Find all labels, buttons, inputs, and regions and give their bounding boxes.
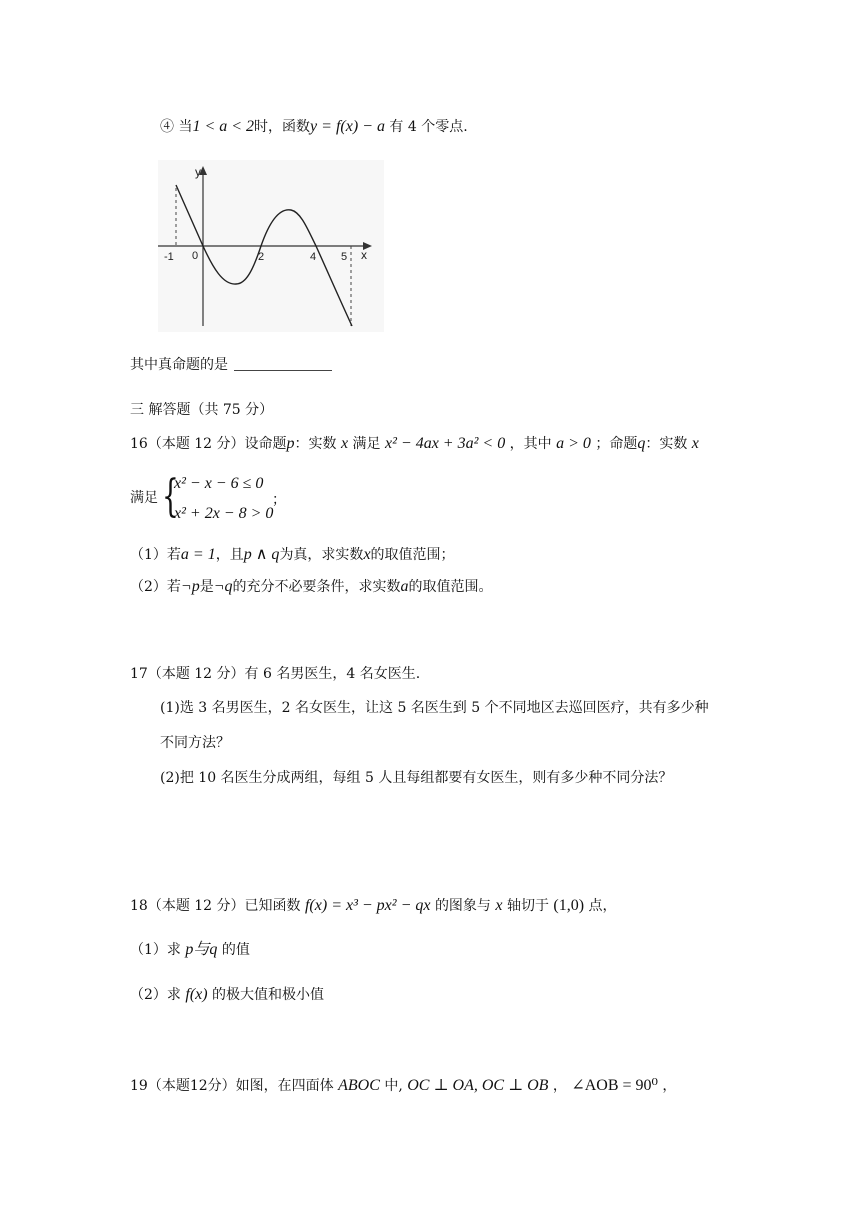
q17-part1a: (1)选 3 名男医生，2 名女医生，让这 5 名医生到 5 个不同地区去巡回医疗，共有多少种 xyxy=(160,700,709,716)
y-axis-label: y xyxy=(195,165,201,179)
q16-inequality: x² − 4ax + 3a² < 0 xyxy=(385,435,506,452)
condition-math: 1 < a < 2 xyxy=(192,118,255,135)
tick-label-4: 4 xyxy=(310,251,317,263)
q17-line1: 17（本题 12 分）有 6 名男医生，4 名女医生. xyxy=(130,666,421,682)
q17-part2: (2)把 10 名医生分成两组，每组 5 人且每组都要有女医生，则有多少种不同分法？ xyxy=(160,770,673,786)
brace-icon: { xyxy=(162,471,179,522)
statement-4: ④ 当1 < a < 2时，函数y = f(x) − a 有 4 个零点. xyxy=(160,118,468,135)
function-math: y = f(x) − a xyxy=(310,118,385,135)
tick-label-5: 5 xyxy=(341,251,348,263)
q19-line1: 19（本题12分）如图，在四面体 ABOC 中, OC ⊥ OA, OC ⊥ OB ， ∠AOB = 90⁰ ， xyxy=(130,1077,677,1094)
q16-system-eq2: x² + 2x − 8 > 0 xyxy=(174,505,274,522)
q18-part2: （2）求 f(x) 的极大值和极小值 xyxy=(130,986,325,1003)
tick-label-neg1: -1 xyxy=(164,251,174,263)
q16-line1: 16（本题 12 分）设命题p：实数 x 满足 x² − 4ax + 3a² < 0 ，其中 a > 0 ；命题q：实数 x xyxy=(130,435,699,452)
q18-part1: （1）求 p与q 的值 xyxy=(130,941,250,958)
q19-angle: ∠AOB = 90⁰ xyxy=(571,1077,658,1094)
section-title: 三 解答题（共 75 分） xyxy=(130,402,274,418)
q16-system-eq1: x² − x − 6 ≤ 0 xyxy=(174,475,264,492)
q18-line1: 18（本题 12 分）已知函数 f(x) = x³ − px² − qx 的图象与 x 轴切于 (1,0) 点， xyxy=(130,897,617,914)
true-propositions-prompt: 其中真命题的是 xyxy=(130,355,332,375)
q16-part2: （2）若¬p是¬q的充分不必要条件，求实数a的取值范围。 xyxy=(130,578,493,595)
q16-part1: （1）若a = 1，且p ∧ q为真，求实数x的取值范围； xyxy=(130,546,455,563)
function-graph xyxy=(158,160,384,332)
tick-label-0: 0 xyxy=(192,250,199,262)
q16-manzu: 满足 xyxy=(130,490,158,506)
q17-part1b: 不同方法？ xyxy=(160,735,230,751)
q18-function: f(x) = x³ − px² − qx xyxy=(304,897,431,914)
tick-label-2: 2 xyxy=(258,251,265,263)
answer-blank[interactable] xyxy=(234,358,332,371)
x-axis-label: x xyxy=(361,248,367,262)
